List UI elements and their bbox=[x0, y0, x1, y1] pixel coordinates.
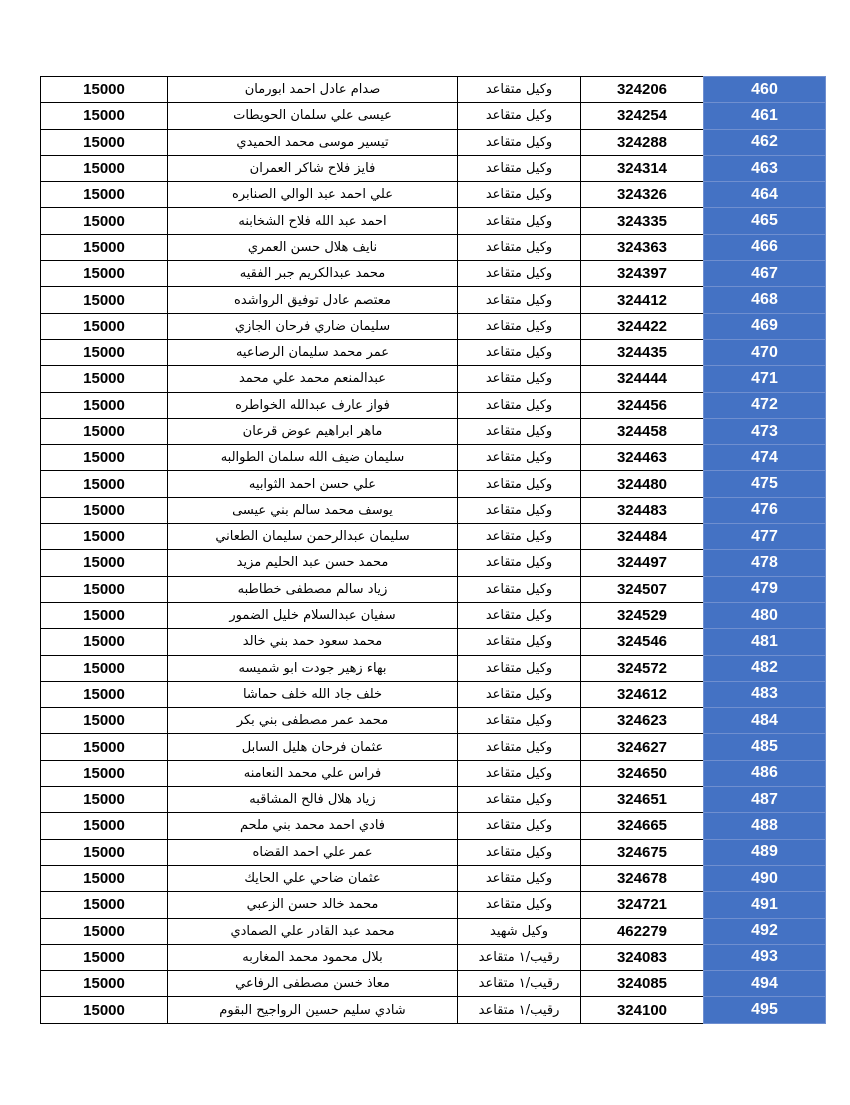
military-number-cell: 324254 bbox=[581, 103, 704, 129]
row-index-cell: 481 bbox=[704, 629, 826, 655]
rank-cell: وكيل متقاعد bbox=[458, 629, 581, 655]
table-row bbox=[41, 839, 826, 865]
military-number-cell: 324326 bbox=[581, 182, 704, 208]
amount-cell: 15000 bbox=[41, 997, 168, 1023]
table-row bbox=[41, 602, 826, 628]
rank-cell: وكيل متقاعد bbox=[458, 576, 581, 602]
row-index-cell: 478 bbox=[704, 550, 826, 576]
military-number-cell: 324507 bbox=[581, 576, 704, 602]
rank-cell: وكيل متقاعد bbox=[458, 892, 581, 918]
military-number-cell: 324335 bbox=[581, 208, 704, 234]
amount-cell: 15000 bbox=[41, 681, 168, 707]
row-index-cell: 473 bbox=[704, 418, 826, 444]
table-row bbox=[41, 103, 826, 129]
amount-cell: 15000 bbox=[41, 129, 168, 155]
military-number-cell: 324612 bbox=[581, 681, 704, 707]
name-cell: عمر علي احمد القضاه bbox=[168, 839, 458, 865]
table-row bbox=[41, 787, 826, 813]
row-index-cell: 466 bbox=[704, 234, 826, 260]
table-row bbox=[41, 629, 826, 655]
amount-cell: 15000 bbox=[41, 182, 168, 208]
table-row bbox=[41, 497, 826, 523]
military-number-cell: 324623 bbox=[581, 708, 704, 734]
table-row bbox=[41, 655, 826, 681]
military-number-cell: 324314 bbox=[581, 155, 704, 181]
table-row bbox=[41, 261, 826, 287]
military-number-cell: 324206 bbox=[581, 77, 704, 103]
military-number-cell: 462279 bbox=[581, 918, 704, 944]
row-index-cell: 490 bbox=[704, 865, 826, 891]
name-cell: علي حسن احمد الثوابيه bbox=[168, 471, 458, 497]
table-row bbox=[41, 129, 826, 155]
amount-cell: 15000 bbox=[41, 103, 168, 129]
row-index-cell: 479 bbox=[704, 576, 826, 602]
table-row bbox=[41, 313, 826, 339]
military-number-cell: 324412 bbox=[581, 287, 704, 313]
amount-cell: 15000 bbox=[41, 287, 168, 313]
row-index-cell: 489 bbox=[704, 839, 826, 865]
name-cell: صدام عادل احمد ابورمان bbox=[168, 77, 458, 103]
name-cell: فراس علي محمد النعامنه bbox=[168, 760, 458, 786]
name-cell: سليمان عبدالرحمن سليمان الطعاني bbox=[168, 524, 458, 550]
military-number-cell: 324463 bbox=[581, 445, 704, 471]
amount-cell: 15000 bbox=[41, 655, 168, 681]
name-cell: فواز عارف عبدالله الخواطره bbox=[168, 392, 458, 418]
rank-cell: وكيل متقاعد bbox=[458, 602, 581, 628]
row-index-cell: 484 bbox=[704, 708, 826, 734]
amount-cell: 15000 bbox=[41, 155, 168, 181]
row-index-cell: 477 bbox=[704, 524, 826, 550]
row-index-cell: 461 bbox=[704, 103, 826, 129]
table-row bbox=[41, 892, 826, 918]
rank-cell: وكيل متقاعد bbox=[458, 313, 581, 339]
table-row bbox=[41, 155, 826, 181]
name-cell: زياد سالم مصطفى خطاطبه bbox=[168, 576, 458, 602]
amount-cell: 15000 bbox=[41, 208, 168, 234]
table-row bbox=[41, 471, 826, 497]
row-index-cell: 480 bbox=[704, 602, 826, 628]
name-cell: فادي احمد محمد بني ملحم bbox=[168, 813, 458, 839]
rank-cell: وكيل متقاعد bbox=[458, 103, 581, 129]
military-number-cell: 324363 bbox=[581, 234, 704, 260]
name-cell: فايز فلاح شاكر العمران bbox=[168, 155, 458, 181]
name-cell: يوسف محمد سالم بني عيسى bbox=[168, 497, 458, 523]
amount-cell: 15000 bbox=[41, 734, 168, 760]
rank-cell: وكيل متقاعد bbox=[458, 208, 581, 234]
table-row bbox=[41, 339, 826, 365]
name-cell: سفيان عبدالسلام خليل الضمور bbox=[168, 602, 458, 628]
military-number-cell: 324483 bbox=[581, 497, 704, 523]
table-row bbox=[41, 77, 826, 103]
row-index-cell: 460 bbox=[704, 77, 826, 103]
rank-cell: وكيل متقاعد bbox=[458, 865, 581, 891]
row-index-cell: 494 bbox=[704, 971, 826, 997]
amount-cell: 15000 bbox=[41, 892, 168, 918]
name-cell: عبدالمنعم محمد علي محمد bbox=[168, 366, 458, 392]
rank-cell: وكيل متقاعد bbox=[458, 77, 581, 103]
name-cell: شادي سليم حسين الرواجيح البقوم bbox=[168, 997, 458, 1023]
name-cell: عمر محمد سليمان الرصاعيه bbox=[168, 339, 458, 365]
table-row bbox=[41, 708, 826, 734]
military-number-cell: 324529 bbox=[581, 602, 704, 628]
amount-cell: 15000 bbox=[41, 471, 168, 497]
military-number-cell: 324665 bbox=[581, 813, 704, 839]
name-cell: محمد عمر مصطفى بني بكر bbox=[168, 708, 458, 734]
military-number-cell: 324288 bbox=[581, 129, 704, 155]
military-number-cell: 324678 bbox=[581, 865, 704, 891]
table-row bbox=[41, 918, 826, 944]
row-index-cell: 486 bbox=[704, 760, 826, 786]
row-index-cell: 470 bbox=[704, 339, 826, 365]
table-row bbox=[41, 997, 826, 1023]
name-cell: عثمان فرحان هليل السابل bbox=[168, 734, 458, 760]
amount-cell: 15000 bbox=[41, 339, 168, 365]
name-cell: عيسى علي سلمان الحويطات bbox=[168, 103, 458, 129]
row-index-cell: 469 bbox=[704, 313, 826, 339]
amount-cell: 15000 bbox=[41, 77, 168, 103]
amount-cell: 15000 bbox=[41, 366, 168, 392]
row-index-cell: 488 bbox=[704, 813, 826, 839]
name-cell: احمد عبد الله فلاح الشخابنه bbox=[168, 208, 458, 234]
row-index-cell: 471 bbox=[704, 366, 826, 392]
rank-cell: وكيل متقاعد bbox=[458, 234, 581, 260]
table-row bbox=[41, 944, 826, 970]
amount-cell: 15000 bbox=[41, 865, 168, 891]
amount-cell: 15000 bbox=[41, 524, 168, 550]
table-row bbox=[41, 971, 826, 997]
row-index-cell: 495 bbox=[704, 997, 826, 1023]
amount-cell: 15000 bbox=[41, 418, 168, 444]
row-index-cell: 485 bbox=[704, 734, 826, 760]
amount-cell: 15000 bbox=[41, 629, 168, 655]
military-number-cell: 324458 bbox=[581, 418, 704, 444]
military-number-cell: 324480 bbox=[581, 471, 704, 497]
military-number-cell: 324675 bbox=[581, 839, 704, 865]
row-index-cell: 462 bbox=[704, 129, 826, 155]
row-index-cell: 465 bbox=[704, 208, 826, 234]
row-index-cell: 468 bbox=[704, 287, 826, 313]
military-number-cell: 324085 bbox=[581, 971, 704, 997]
row-index-cell: 472 bbox=[704, 392, 826, 418]
table-row bbox=[41, 734, 826, 760]
rank-cell: وكيل متقاعد bbox=[458, 839, 581, 865]
beneficiaries-table bbox=[40, 76, 826, 1024]
table-row bbox=[41, 366, 826, 392]
rank-cell: وكيل متقاعد bbox=[458, 182, 581, 208]
name-cell: بهاء زهير جودت ابو شميسه bbox=[168, 655, 458, 681]
name-cell: محمد خالد حسن الزعبي bbox=[168, 892, 458, 918]
rank-cell: وكيل متقاعد bbox=[458, 287, 581, 313]
rank-cell: وكيل متقاعد bbox=[458, 261, 581, 287]
amount-cell: 15000 bbox=[41, 918, 168, 944]
amount-cell: 15000 bbox=[41, 234, 168, 260]
military-number-cell: 324083 bbox=[581, 944, 704, 970]
table-row bbox=[41, 445, 826, 471]
table-row bbox=[41, 813, 826, 839]
amount-cell: 15000 bbox=[41, 708, 168, 734]
row-index-cell: 463 bbox=[704, 155, 826, 181]
name-cell: عثمان ضاحي علي الحايك bbox=[168, 865, 458, 891]
name-cell: سليمان ضيف الله سلمان الطوالبه bbox=[168, 445, 458, 471]
name-cell: سليمان ضاري فرحان الجازي bbox=[168, 313, 458, 339]
military-number-cell: 324497 bbox=[581, 550, 704, 576]
rank-cell: رقيب/١ متقاعد bbox=[458, 997, 581, 1023]
row-index-cell: 464 bbox=[704, 182, 826, 208]
rank-cell: وكيل متقاعد bbox=[458, 787, 581, 813]
military-number-cell: 324456 bbox=[581, 392, 704, 418]
row-index-cell: 467 bbox=[704, 261, 826, 287]
rank-cell: وكيل متقاعد bbox=[458, 366, 581, 392]
rank-cell: وكيل متقاعد bbox=[458, 760, 581, 786]
row-index-cell: 491 bbox=[704, 892, 826, 918]
military-number-cell: 324627 bbox=[581, 734, 704, 760]
amount-cell: 15000 bbox=[41, 445, 168, 471]
name-cell: بلال محمود محمد المغاربه bbox=[168, 944, 458, 970]
rank-cell: رقيب/١ متقاعد bbox=[458, 944, 581, 970]
military-number-cell: 324422 bbox=[581, 313, 704, 339]
name-cell: خلف جاد الله خلف حماشا bbox=[168, 681, 458, 707]
table-row bbox=[41, 760, 826, 786]
military-number-cell: 324572 bbox=[581, 655, 704, 681]
table-row bbox=[41, 182, 826, 208]
name-cell: زياد هلال فالح المشاقبه bbox=[168, 787, 458, 813]
amount-cell: 15000 bbox=[41, 971, 168, 997]
amount-cell: 15000 bbox=[41, 550, 168, 576]
amount-cell: 15000 bbox=[41, 839, 168, 865]
table-row bbox=[41, 234, 826, 260]
table-row bbox=[41, 576, 826, 602]
military-number-cell: 324651 bbox=[581, 787, 704, 813]
name-cell: محمد حسن عبد الحليم مزيد bbox=[168, 550, 458, 576]
table-row bbox=[41, 287, 826, 313]
rank-cell: وكيل متقاعد bbox=[458, 445, 581, 471]
table-row bbox=[41, 524, 826, 550]
name-cell: معاذ خسن مصطفى الرفاعي bbox=[168, 971, 458, 997]
rank-cell: وكيل متقاعد bbox=[458, 708, 581, 734]
amount-cell: 15000 bbox=[41, 813, 168, 839]
military-number-cell: 324435 bbox=[581, 339, 704, 365]
amount-cell: 15000 bbox=[41, 760, 168, 786]
amount-cell: 15000 bbox=[41, 787, 168, 813]
row-index-cell: 475 bbox=[704, 471, 826, 497]
rank-cell: رقيب/١ متقاعد bbox=[458, 971, 581, 997]
name-cell: ماهر ابراهيم عوض قرعان bbox=[168, 418, 458, 444]
rank-cell: وكيل متقاعد bbox=[458, 339, 581, 365]
rank-cell: وكيل متقاعد bbox=[458, 524, 581, 550]
amount-cell: 15000 bbox=[41, 602, 168, 628]
name-cell: نايف هلال حسن العمري bbox=[168, 234, 458, 260]
rank-cell: وكيل شهيد bbox=[458, 918, 581, 944]
row-index-cell: 482 bbox=[704, 655, 826, 681]
rank-cell: وكيل متقاعد bbox=[458, 418, 581, 444]
rank-cell: وكيل متقاعد bbox=[458, 655, 581, 681]
amount-cell: 15000 bbox=[41, 313, 168, 339]
table-row bbox=[41, 392, 826, 418]
table-row bbox=[41, 865, 826, 891]
name-cell: تيسير موسى محمد الحميدي bbox=[168, 129, 458, 155]
rank-cell: وكيل متقاعد bbox=[458, 129, 581, 155]
name-cell: محمد عبدالكريم جبر الفقيه bbox=[168, 261, 458, 287]
amount-cell: 15000 bbox=[41, 261, 168, 287]
row-index-cell: 492 bbox=[704, 918, 826, 944]
rank-cell: وكيل متقاعد bbox=[458, 734, 581, 760]
row-index-cell: 474 bbox=[704, 445, 826, 471]
military-number-cell: 324444 bbox=[581, 366, 704, 392]
table-row bbox=[41, 418, 826, 444]
military-number-cell: 324546 bbox=[581, 629, 704, 655]
amount-cell: 15000 bbox=[41, 497, 168, 523]
table-row bbox=[41, 208, 826, 234]
military-number-cell: 324650 bbox=[581, 760, 704, 786]
amount-cell: 15000 bbox=[41, 576, 168, 602]
name-cell: محمد سعود حمد بني خالد bbox=[168, 629, 458, 655]
table-row bbox=[41, 681, 826, 707]
name-cell: محمد عبد القادر علي الصمادي bbox=[168, 918, 458, 944]
rank-cell: وكيل متقاعد bbox=[458, 813, 581, 839]
table-row bbox=[41, 550, 826, 576]
amount-cell: 15000 bbox=[41, 392, 168, 418]
amount-cell: 15000 bbox=[41, 944, 168, 970]
row-index-cell: 483 bbox=[704, 681, 826, 707]
rank-cell: وكيل متقاعد bbox=[458, 471, 581, 497]
military-number-cell: 324100 bbox=[581, 997, 704, 1023]
row-index-cell: 493 bbox=[704, 944, 826, 970]
table-body bbox=[41, 77, 826, 1024]
row-index-cell: 476 bbox=[704, 497, 826, 523]
military-number-cell: 324397 bbox=[581, 261, 704, 287]
name-cell: علي احمد عبد الوالي الصنابره bbox=[168, 182, 458, 208]
name-cell: معتصم عادل توفيق الرواشده bbox=[168, 287, 458, 313]
rank-cell: وكيل متقاعد bbox=[458, 497, 581, 523]
rank-cell: وكيل متقاعد bbox=[458, 681, 581, 707]
rank-cell: وكيل متقاعد bbox=[458, 550, 581, 576]
rank-cell: وكيل متقاعد bbox=[458, 155, 581, 181]
military-number-cell: 324484 bbox=[581, 524, 704, 550]
row-index-cell: 487 bbox=[704, 787, 826, 813]
military-number-cell: 324721 bbox=[581, 892, 704, 918]
rank-cell: وكيل متقاعد bbox=[458, 392, 581, 418]
